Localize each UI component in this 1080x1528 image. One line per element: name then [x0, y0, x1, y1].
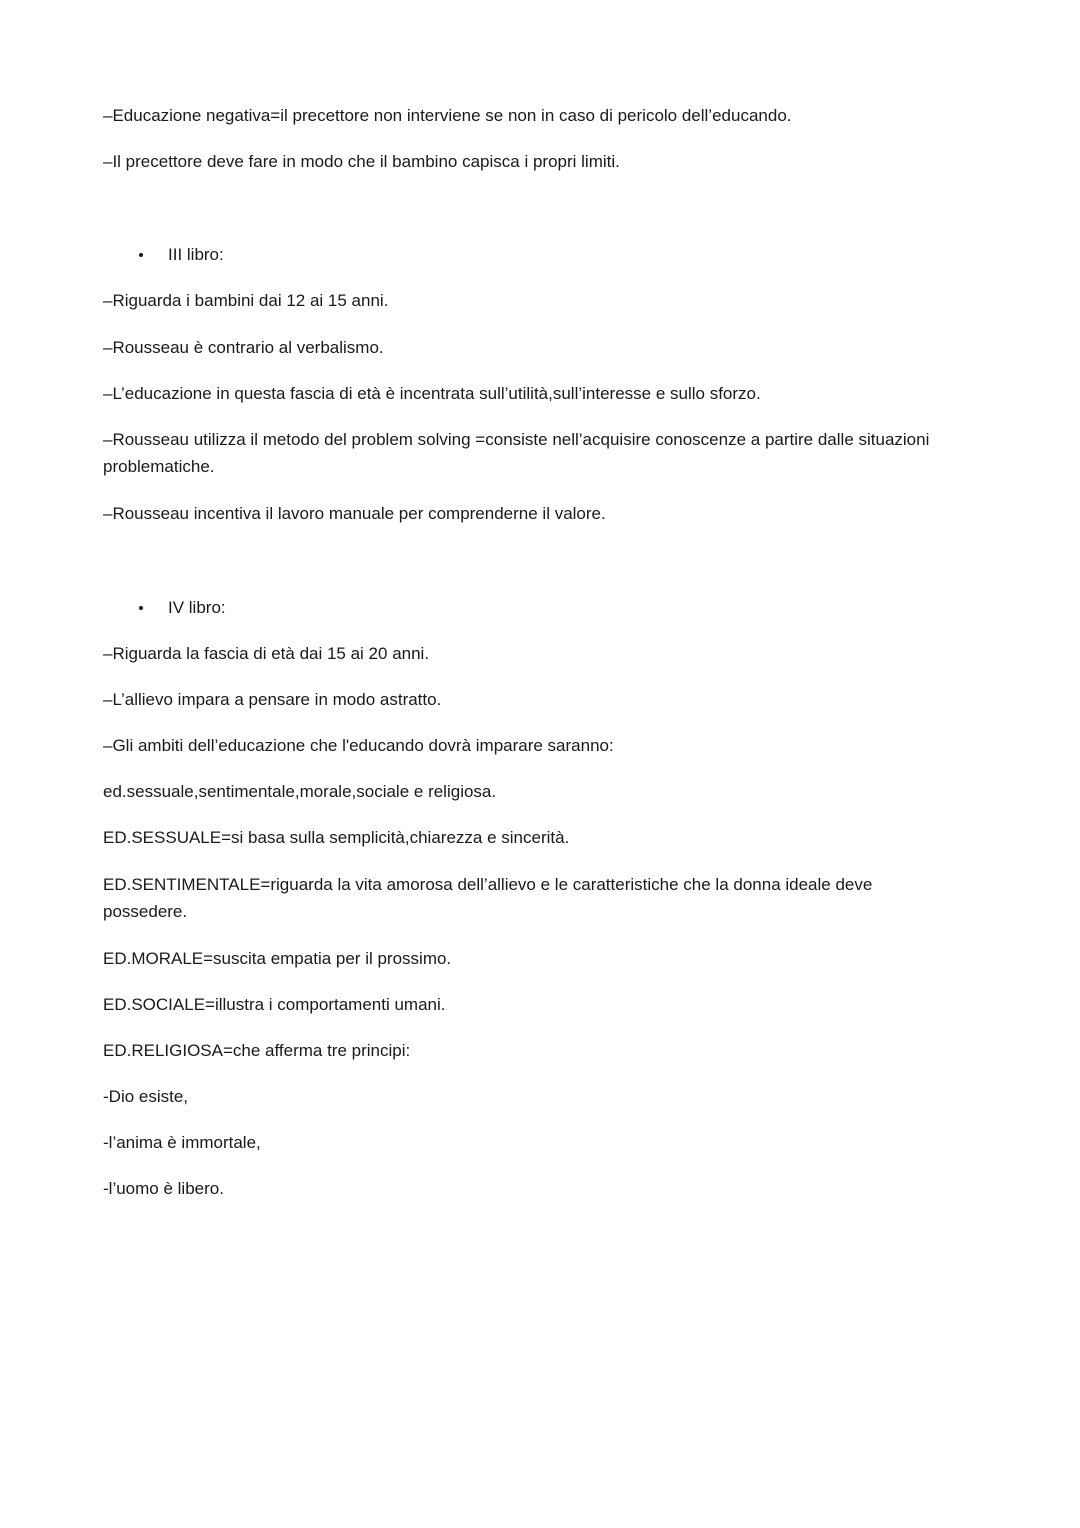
- book3-heading: III libro:: [168, 245, 224, 264]
- text-line: –Rousseau incentiva il lavoro manuale per comprenderne il valore.: [103, 504, 606, 523]
- text-line: ED.SESSUALE=si basa sulla semplicità,chiarezza e sincerità.: [103, 828, 570, 847]
- text-line: –Riguarda la fascia di età dai 15 ai 20 anni.: [103, 644, 430, 663]
- text-line: –L’allievo impara a pensare in modo astratto.: [103, 690, 442, 709]
- book3-heading-row: [139, 241, 224, 268]
- text-line: –Il precettore deve fare in modo che il bambino capisca i propri limiti.: [103, 152, 620, 171]
- text-line: –Educazione negativa=il precettore non interviene se non in caso di pericolo dell’educando.: [103, 106, 792, 125]
- text-line: –Rousseau è contrario al verbalismo.: [103, 338, 384, 357]
- text-line: -Dio esiste,: [103, 1087, 189, 1106]
- text-line: –L’educazione in questa fascia di età è incentrata sull’utilità,sull’interesse e sullo sforzo.: [103, 384, 761, 403]
- text-line: –Gli ambiti dell’educazione che l'educando dovrà imparare saranno:: [103, 736, 614, 755]
- text-line: -l’uomo è libero.: [103, 1179, 224, 1198]
- text-paragraph: ED.SENTIMENTALE=riguarda la vita amorosa dell’allievo e le caratteristiche che la donna ideale deve possedere.: [103, 875, 873, 921]
- text-line: ED.RELIGIOSA=che afferma tre principi:: [103, 1041, 411, 1060]
- book4-heading-row: [139, 594, 226, 621]
- text-line: –Riguarda i bambini dai 12 ai 15 anni.: [103, 291, 389, 310]
- bullet-icon: [139, 606, 143, 610]
- text-line: ED.SOCIALE=illustra i comportamenti umani.: [103, 995, 446, 1014]
- text-line: ED.MORALE=suscita empatia per il prossimo.: [103, 949, 452, 968]
- text-line: -l’anima è immortale,: [103, 1133, 261, 1152]
- book4-heading: IV libro:: [168, 598, 226, 617]
- text-paragraph: –Rousseau utilizza il metodo del problem solving =consiste nell’acquisire conoscenze a partire dalle situazioni problematiche.: [103, 430, 930, 476]
- text-line: ed.sessuale,sentimentale,morale,sociale e religiosa.: [103, 782, 497, 801]
- bullet-icon: [139, 253, 143, 257]
